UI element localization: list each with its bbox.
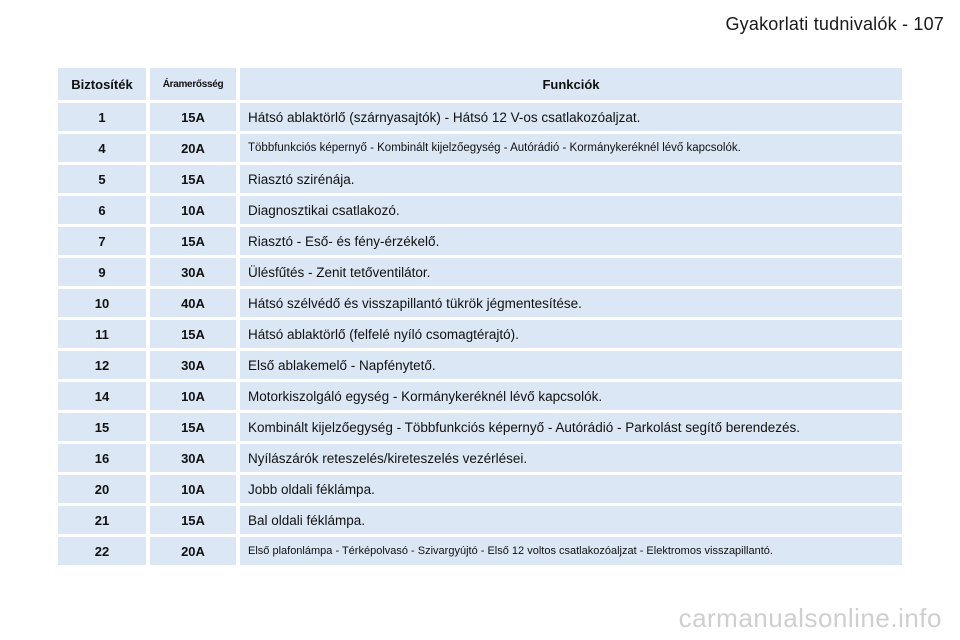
fuse-amperage: 15A <box>150 413 236 441</box>
table-row <box>58 444 902 472</box>
fuse-number: 21 <box>58 506 146 534</box>
header-amperage: Áramerősség <box>150 68 236 100</box>
fuse-function: Motorkiszolgáló egység - Kormánykeréknél lévő kapcsolók. <box>240 382 902 410</box>
fuse-function: Riasztó - Eső- és fény-érzékelő. <box>240 227 902 255</box>
table-row <box>58 227 902 255</box>
fuse-number: 6 <box>58 196 146 224</box>
fuse-amperage: 30A <box>150 444 236 472</box>
fuse-function: Bal oldali féklámpa. <box>240 506 902 534</box>
fuse-function: Jobb oldali féklámpa. <box>240 475 902 503</box>
fuse-number: 4 <box>58 134 146 162</box>
fuse-function: Kombinált kijelzőegység - Többfunkciós képernyő - Autórádió - Parkolást segítő berendezés. <box>240 413 902 441</box>
table-row <box>58 320 902 348</box>
fuse-number: 5 <box>58 165 146 193</box>
fuse-function: Hátsó szélvédő és visszapillantó tükrök jégmentesítése. <box>240 289 902 317</box>
fuse-amperage: 20A <box>150 537 236 565</box>
fuse-number: 12 <box>58 351 146 379</box>
fuse-amperage: 15A <box>150 320 236 348</box>
fuse-amperage: 10A <box>150 196 236 224</box>
fuse-amperage: 15A <box>150 165 236 193</box>
fuse-number: 22 <box>58 537 146 565</box>
table-row <box>58 537 902 565</box>
fuse-function: Ülésfűtés - Zenit tetőventilátor. <box>240 258 902 286</box>
fuse-function: Nyílászárók reteszelés/kireteszelés vezérlései. <box>240 444 902 472</box>
fuse-function: Diagnosztikai csatlakozó. <box>240 196 902 224</box>
fuse-function: Riasztó szirénája. <box>240 165 902 193</box>
fuse-function: Első ablakemelő - Napfénytető. <box>240 351 902 379</box>
fuse-number: 11 <box>58 320 146 348</box>
page-header: Gyakorlati tudnivalók - 107 <box>725 14 944 34</box>
fuse-amperage: 20A <box>150 134 236 162</box>
fuse-number: 10 <box>58 289 146 317</box>
fuse-number: 14 <box>58 382 146 410</box>
fuse-amperage: 15A <box>150 227 236 255</box>
header-function: Funkciók <box>240 68 902 100</box>
table-row <box>58 134 902 162</box>
table-row <box>58 506 902 534</box>
table-header-row <box>58 68 902 100</box>
fuse-function: Hátsó ablaktörlő (felfelé nyíló csomagtérajtó). <box>240 320 902 348</box>
fuse-amperage: 15A <box>150 103 236 131</box>
table-row <box>58 475 902 503</box>
fuse-number: 15 <box>58 413 146 441</box>
table-row <box>58 165 902 193</box>
fuse-number: 9 <box>58 258 146 286</box>
fuse-number: 7 <box>58 227 146 255</box>
fuse-number: 20 <box>58 475 146 503</box>
fuse-table <box>58 68 902 568</box>
table-row <box>58 382 902 410</box>
fuse-amperage: 30A <box>150 351 236 379</box>
fuse-amperage: 40A <box>150 289 236 317</box>
header-fuse: Biztosíték <box>58 68 146 100</box>
watermark: carmanualsonline.info <box>678 603 942 633</box>
table-row <box>58 289 902 317</box>
fuse-function: Többfunkciós képernyő - Kombinált kijelzőegység - Autórádió - Kormánykeréknél lévő kapcsolók. <box>240 134 902 162</box>
fuse-amperage: 30A <box>150 258 236 286</box>
fuse-amperage: 10A <box>150 475 236 503</box>
table-row <box>58 351 902 379</box>
fuse-number: 1 <box>58 103 146 131</box>
fuse-function: Hátsó ablaktörlő (szárnyasajtók) - Hátsó 12 V-os csatlakozóaljzat. <box>240 103 902 131</box>
table-row <box>58 196 902 224</box>
fuse-amperage: 15A <box>150 506 236 534</box>
fuse-function: Első plafonlámpa - Térképolvasó - Szivargyújtó - Első 12 voltos csatlakozóaljzat - Elektromos visszapillantó. <box>240 537 902 565</box>
fuse-number: 16 <box>58 444 146 472</box>
fuse-amperage: 10A <box>150 382 236 410</box>
table-row <box>58 258 902 286</box>
table-row <box>58 103 902 131</box>
table-row <box>58 413 902 441</box>
